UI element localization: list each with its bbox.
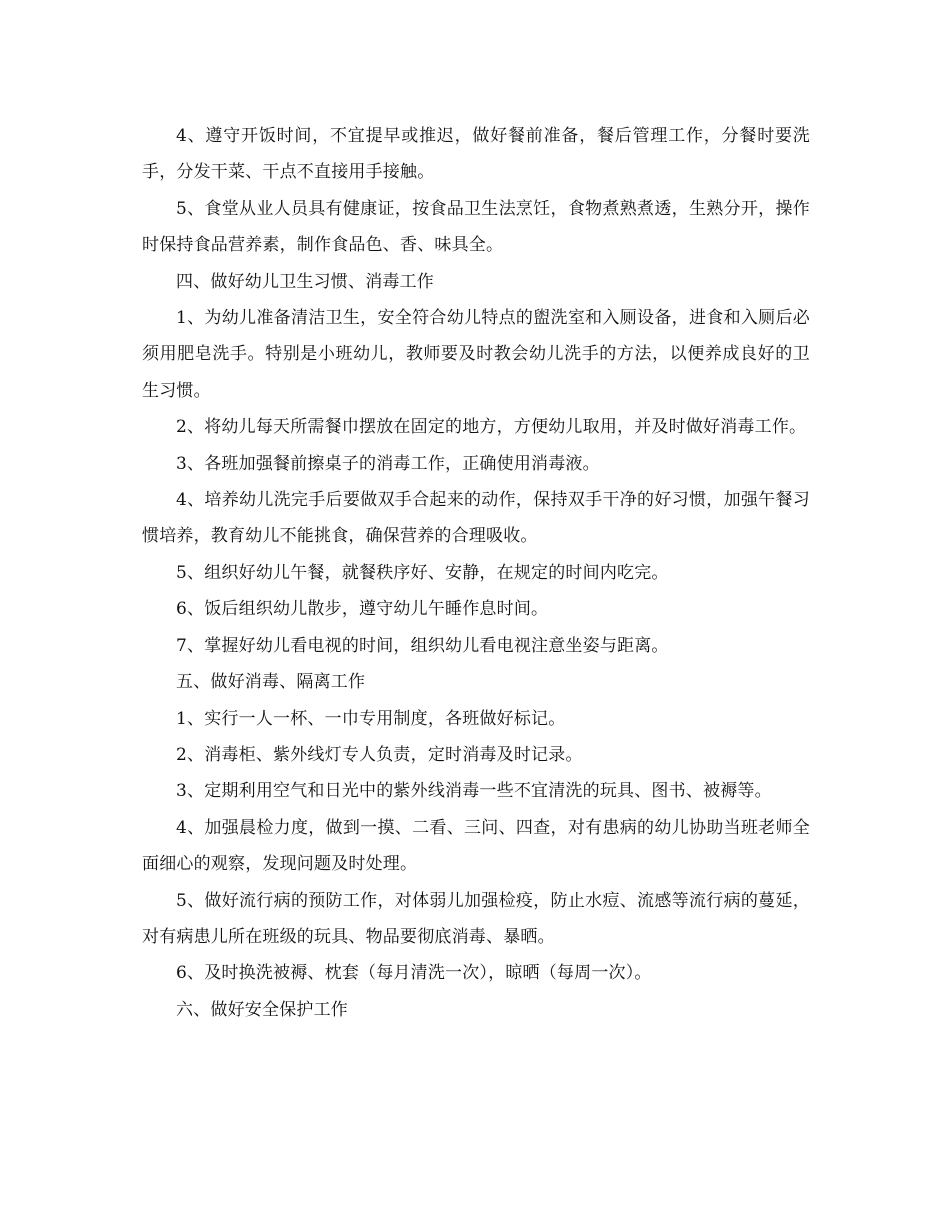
section-heading: 五、做好消毒、隔离工作: [176, 672, 366, 693]
document-body: [142, 118, 810, 1028]
paragraph: 5、做好流行病的预防工作，对体弱儿加强检疫，防止水痘、流感等流行病的蔓延，对有病患儿所在班级的玩具、物品要彻底消毒、暴晒。: [142, 890, 810, 947]
paragraph: 6、及时换洗被褥、枕套（每月清洗一次），晾晒（每周一次）。: [176, 963, 652, 984]
paragraph: 1、实行一人一杯、一巾专用制度，各班做好标记。: [176, 708, 566, 729]
paragraph: 2、将幼儿每天所需餐巾摆放在固定的地方，方便幼儿取用，并及时做好消毒工作。: [176, 417, 807, 438]
paragraph: 5、组织好幼儿午餐，就餐秩序好、安静，在规定的时间内吃完。: [176, 562, 669, 583]
paragraph: 4、加强晨检力度，做到一摸、二看、三问、四查，对有患病的幼儿协助当班老师全面细心的观察，发现问题及时处理。: [142, 817, 810, 875]
paragraph: 2、消毒柜、紫外线灯专人负责，定时消毒及时记录。: [176, 744, 583, 765]
paragraph: 6、饭后组织幼儿散步，遵守幼儿午睡作息时间。: [176, 599, 549, 620]
paragraph: 7、掌握好幼儿看电视的时间，组织幼儿看电视注意坐姿与距离。: [176, 635, 669, 656]
paragraph: 4、培养幼儿洗完手后要做双手合起来的动作，保持双手干净的好习惯，加强午餐习惯培养，教育幼儿不能挑食，确保营养的合理吸收。: [142, 490, 810, 547]
paragraph: 4、遵守开饭时间，不宜提早或推迟，做好餐前准备，餐后管理工作，分餐时要洗手，分发干菜、干点不直接用手接触。: [142, 126, 810, 183]
paragraph: 3、各班加强餐前擦桌子的消毒工作，正确使用消毒液。: [176, 453, 600, 474]
section-heading: 四、做好幼儿卫生习惯、消毒工作: [176, 271, 434, 292]
section-heading: 六、做好安全保护工作: [176, 999, 348, 1020]
paragraph: 3、定期利用空气和日光中的紫外线消毒一些不宜清洗的玩具、图书、被褥等。: [176, 781, 772, 802]
paragraph: 5、食堂从业人员具有健康证，按食品卫生法烹饪，食物煮熟煮透，生熟分开，操作时保持食品营养素，制作食品色、香、味具全。: [142, 198, 810, 256]
paragraph: 1、为幼儿准备清洁卫生，安全符合幼儿特点的盥洗室和入厕设备，进食和入厕后必须用肥皂洗手。特别是小班幼儿，教师要及时教会幼儿洗手的方法，以便养成良好的卫生习惯。: [142, 308, 810, 401]
